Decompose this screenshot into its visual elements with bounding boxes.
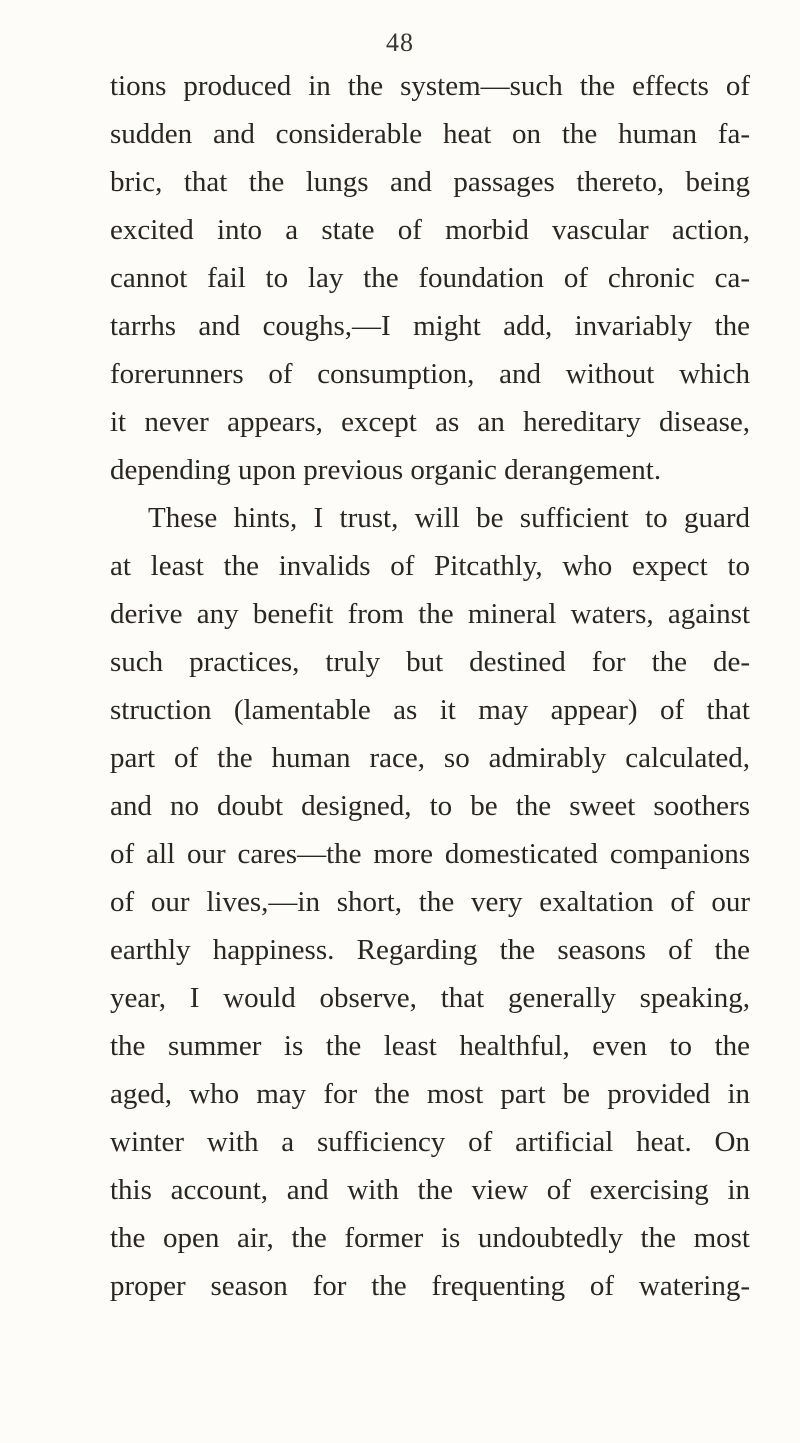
text-line: sudden and considerable heat on the human fa-	[110, 118, 750, 150]
text-line: bric, that the lungs and passages thereto, being	[110, 166, 750, 198]
page-number: 48	[386, 28, 414, 57]
text-line: These hints, I trust, will be sufficient to guard	[148, 502, 750, 534]
text-line: struction (lamentable as it may appear) of that	[110, 694, 750, 726]
text-line: derive any benefit from the mineral waters, against	[110, 598, 750, 630]
text-line: the summer is the least healthful, even to the	[110, 1030, 750, 1062]
text-line: forerunners of consumption, and without which	[110, 358, 750, 390]
text-line: of our lives,—in short, the very exaltation of our	[110, 886, 750, 918]
text-line: excited into a state of morbid vascular action,	[110, 214, 750, 246]
text-line: and no doubt designed, to be the sweet soothers	[110, 790, 750, 822]
text-line: proper season for the frequenting of watering-	[110, 1270, 750, 1302]
text-line: of all our cares—the more domesticated companions	[110, 838, 750, 870]
text-line: this account, and with the view of exercising in	[110, 1174, 750, 1206]
text-line: tions produced in the system—such the effects of	[110, 70, 750, 102]
text-line: winter with a sufficiency of artificial heat. On	[110, 1126, 750, 1158]
text-line: at least the invalids of Pitcathly, who expect to	[110, 550, 750, 582]
text-line: aged, who may for the most part be provided in	[110, 1078, 750, 1110]
text-line: year, I would observe, that generally speaking,	[110, 982, 750, 1014]
text-line: the open air, the former is undoubtedly the most	[110, 1222, 750, 1254]
text-line: tarrhs and coughs,—I might add, invariably the	[110, 310, 750, 342]
text-line: earthly happiness. Regarding the seasons of the	[110, 934, 750, 966]
text-line: such practices, truly but destined for the de-	[110, 646, 750, 678]
text-line: it never appears, except as an hereditary disease,	[110, 406, 750, 438]
text-line: part of the human race, so admirably calculated,	[110, 742, 750, 774]
text-line: cannot fail to lay the foundation of chronic ca-	[110, 262, 750, 294]
body-text	[110, 62, 750, 1310]
text-line: depending upon previous organic derangement.	[110, 454, 662, 486]
